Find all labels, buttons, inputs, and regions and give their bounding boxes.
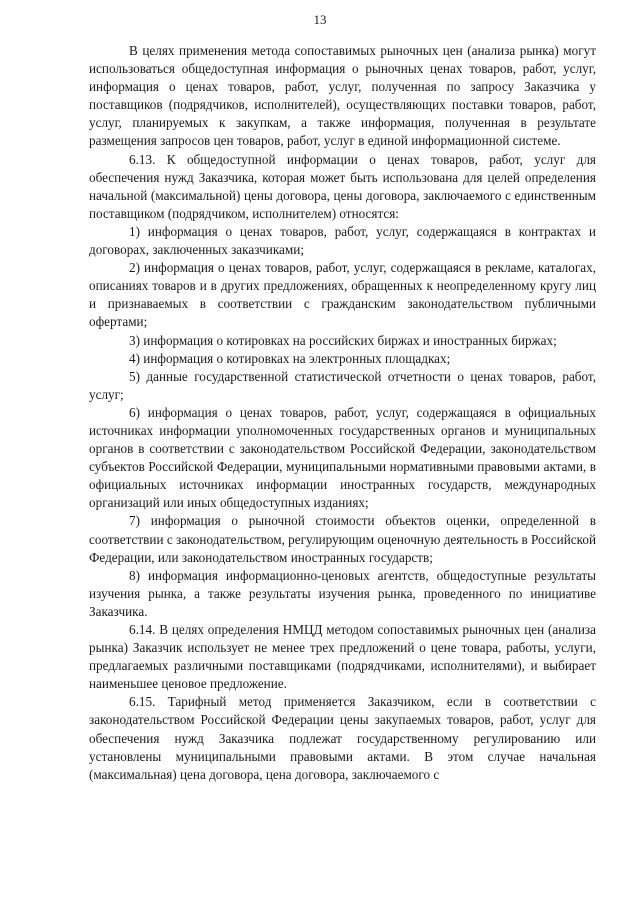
- paragraph-market-analysis-sources: В целях применения метода сопоставимых рыночных цен (анализа рынка) могут использоваться общедоступная информация о рыночных ценах товаров, работ, услуг, информация о ценах товаров, работ, услуг, полученная по запросу Заказчика у поставщиков (подрядчиков, исполнителей), осуществляющих поставки товаров, работ, услуг, планируемых к закупкам, а также информация, полученная в результате размещения запросов цен товаров, работ, услуг в единой информационной системе.: [89, 43, 596, 149]
- page-number: 13: [313, 12, 327, 27]
- paragraph-6-14: 6.14. В целях определения НМЦД методом сопоставимых рыночных цен (анализа рынка) Заказчик использует не менее трех предложений о цене товара, работы, услуги, предлагаемых различными поставщиками (подрядчиками, исполнителями), и выбирает наименьшее ценовое предложение.: [89, 622, 596, 692]
- list-item-6: 6) информация о ценах товаров, работ, услуг, содержащаяся в официальных источниках информации уполномоченных государственных органов и муниципальных органов в соответствии с законодательством Российской Федерации, законодательством субъектов Российской Федерации, муниципальными нормативными правовыми актами, в официальных источниках информации иностранных государств, международных организаций или иных общедоступных изданиях;: [89, 404, 596, 511]
- list-item-4: 4) информация о котировках на электронных площадках;: [129, 350, 451, 366]
- list-item-8: 8) информация информационно-ценовых агентств, общедоступные результаты изучения рынка, а также результаты изучения рынка, проведенного по инициативе Заказчика.: [89, 567, 596, 619]
- list-item-1: 1) информация о ценах товаров, работ, услуг, содержащаяся в контрактах и договорах, заключенных заказчиками;: [89, 223, 596, 258]
- list-item-3: 3) информация о котировках на российских биржах и иностранных биржах;: [129, 332, 557, 348]
- paragraph-6-13: 6.13. К общедоступной информации о ценах товаров, работ, услуг для обеспечения нужд Заказчика, которая может быть использована для целей определения начальной (максимальной) цены договора, цены договора, заключаемого с единственным поставщиком (подрядчиком, исполнителем) относятся:: [89, 151, 596, 221]
- paragraph-6-15: 6.15. Тарифный метод применяется Заказчиком, если в соответствии с законодательством Российской Федерации цены закупаемых товаров, работ, услуг для обеспечения нужд Заказчика подлежат государственному регулированию или установлены муниципальными правовыми актами. В этом случае начальная (максимальная) цена договора, цена договора, заключаемого с: [89, 694, 596, 782]
- list-item-7: 7) информация о рыночной стоимости объектов оценки, определенной в соответствии с законодательством, регулирующим оценочную деятельность в Российской Федерации, или законодательством иностранных государств;: [89, 513, 596, 565]
- document-body: [89, 42, 596, 784]
- list-item-2: 2) информация о ценах товаров, работ, услуг, содержащаяся в рекламе, каталогах, описаниях товаров и в других предложениях, обращенных к неопределенному кругу лиц и признаваемых в соответствии с гражданским законодательством публичными офертами;: [89, 260, 596, 330]
- list-item-5: 5) данные государственной статистической отчетности о ценах товаров, работ, услуг;: [89, 368, 596, 402]
